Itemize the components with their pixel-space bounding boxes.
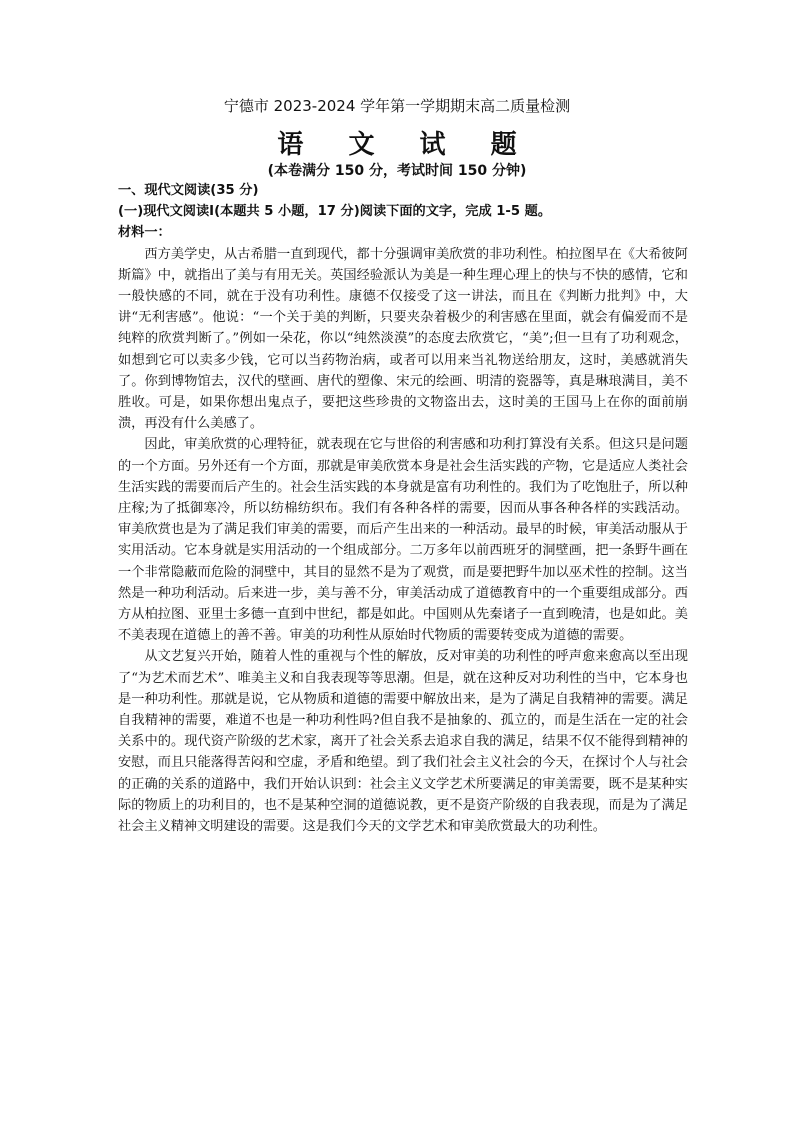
exam-title: 宁德市 2023-2024 学年第一学期期末高二质量检测 bbox=[223, 97, 571, 115]
paragraph-1: 西方美学史，从古希腊一直到现代，都十分强调审美欣赏的非功利性。柏拉图早在《大希彼阿斯篇》中，就指出了美与有用无关。英国经验派认为美是一种生理心理上的快与不快的感情，它和一般快感的不同，就在于没有功利性。康德不仅接受了这一讲法，而且在《判断力批判》中，大讲“无利害感”。他说：“一个关于美的判断，只要夹杂着极少的利害感在里面，就会有偏爱而不是纯粹的欣赏判断了。”例如一朵花，你以“纯然淡漠”的态度去欣赏它，“美”;但一旦有了功利观念，如想到它可以卖多少钱，它可以当药物治病，或者可以用来当礼物送给朋友，这时，美感就消失了。你到博物馆去，汉代的壁画、唐代的塑像、宋元的绘画、明清的瓷器等，真是琳琅满目，美不胜收。可是，如果你想出鬼点子，要把这些珍贵的文物盗出去，这时美的王国马上在你的面前崩溃，再没有什么美感了。 bbox=[118, 246, 688, 432]
exam-content bbox=[118, 180, 688, 837]
section-heading: 一、现代文阅读(35 分) bbox=[118, 183, 259, 198]
material-label: 材料一： bbox=[118, 225, 171, 241]
paragraph-2: 因此，审美欣赏的心理特征，就表现在它与世俗的利害感和功利打算没有关系。但这只是问题的一个方面。另外还有一个方面，那就是审美欣赏本身是社会生活实践的产物，它是适应人类社会生活实践的需要而后产生的。社会生活实践的本身就是富有功利性的。我们为了吃饱肚子，所以种庄稼;为了抵御寒冷，所以纺棉纺织布。我们有各种各样的需要，因而从事各种各样的实践活动。审美欣赏也是为了满足我们审美的需要，而后产生出来的一种活动。最早的时候，审美活动服从于实用活动。它本身就是实用活动的一个组成部分。二万多年以前西班牙的洞壁画，把一条野牛画在一个非常隐蔽而危险的洞壁中，其目的显然不是为了观赏，而是要把野牛加以巫术性的控制。这当然是一种功利活动。后来进一步，美与善不分，审美活动成了道德教育中的一个重要组成部分。西方从柏拉图、亚里士多德一直到中世纪，都是如此。中国则从先秦诸子一直到晚清，也是如此。美不美表现在道德上的善不善。审美的功利性从原始时代物质的需要转变成为道德的需要。 bbox=[118, 437, 688, 644]
subject-title: 语 文 试 题 bbox=[277, 130, 535, 160]
section-subheading: (一)现代文阅读Ⅰ(本题共 5 小题，17 分)阅读下面的文字，完成 1-5 题。 bbox=[118, 204, 552, 220]
paragraph-3: 从文艺复兴开始，随着人性的重视与个性的解放，反对审美的功利性的呼声愈来愈高以至出现了“为艺术而艺术”、唯美主义和自我表现等等思潮。但是，就在这种反对功利性的当中，它本身也是一种功利性。那就是说，它从物质和道德的需要中解放出来，是为了满足自我精神的需要。满足自我精神的需要，难道不也是一种功利性吗?但自我不是抽象的、孤立的，而是生活在一定的社会关系中的。现代资产阶级的艺术家，离开了社会关系去追求自我的满足，结果不仅不能得到精神的安慰，而且只能落得苦闷和空虚，矛盾和绝望。到了我们社会主义社会的今天，在探讨个人与社会的正确的关系的道路中，我们开始认识到：社会主义文学艺术所要满足的审美需要，既不是某种实际的物质上的功利目的，也不是某种空洞的道德说教，更不是资产阶级的自我表现，而是为了满足社会主义精神文明建设的需要。这是我们今天的文学艺术和审美欣赏最大的功利性。 bbox=[118, 649, 688, 835]
exam-info: (本卷满分 150 分，考试时间 150 分钟) bbox=[267, 163, 527, 179]
